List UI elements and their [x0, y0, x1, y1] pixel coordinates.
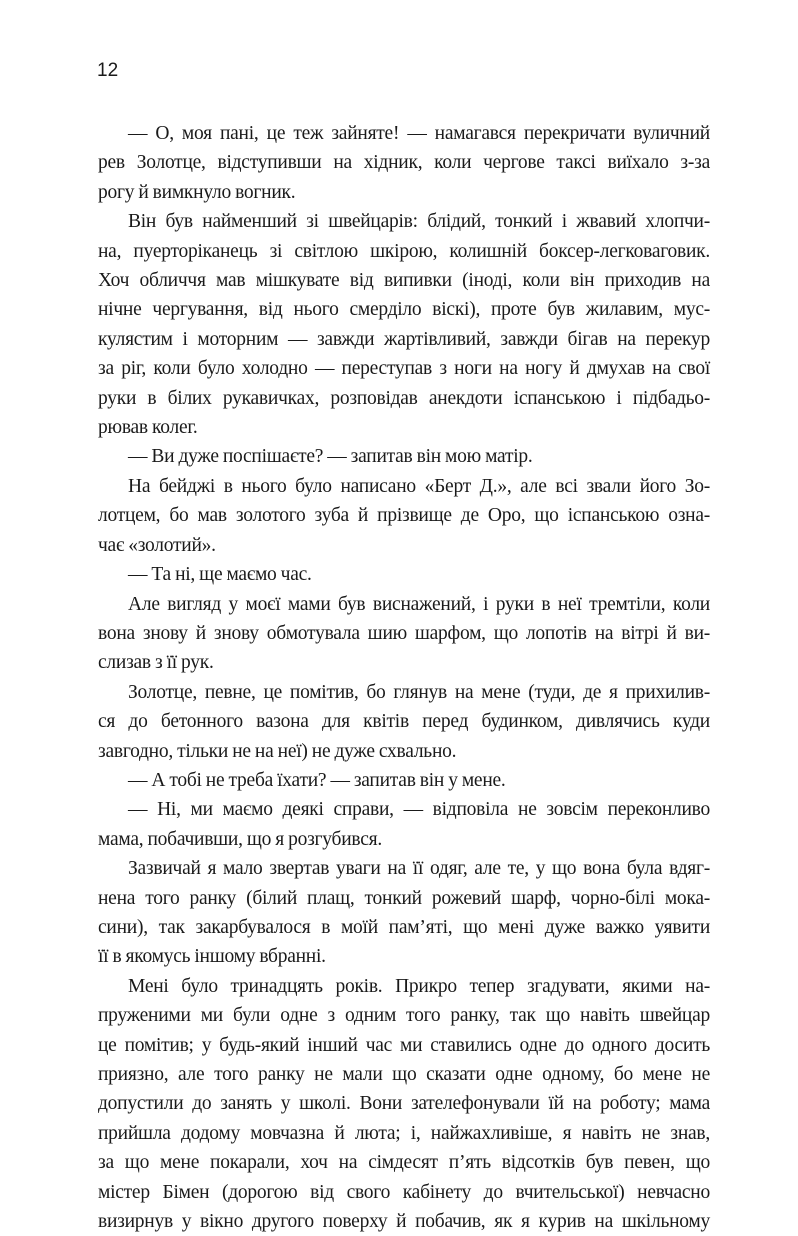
- text-line: На бейджі в нього було написано «Берт Д.», але всі звали його Зо-: [128, 475, 710, 497]
- text-line: за що мене покарали, хоч на сімдесят п’ять відсотків був певен, що: [98, 1152, 710, 1174]
- text-line: Але вигляд у моєї мами був виснажений, і руки в неї тремтіли, коли: [128, 593, 710, 615]
- text-line: — А тобі не треба їхати? — запитав він у мене.: [128, 769, 506, 791]
- text-line: вона знову й знову обмотувала шию шарфом, що лопотів на вітрі й ви-: [98, 622, 710, 644]
- text-line: кулястим і моторним — завжди жартівливий, завжди бігав на перекур: [98, 328, 710, 350]
- paragraph: [98, 472, 710, 560]
- text-line: сини), так закарбувалося в моїй пам’яті, що мені дуже важко уявити: [98, 916, 710, 938]
- text-line: Мені було тринадцять років. Прикро тепер згадувати, якими на-: [128, 975, 710, 997]
- text-line: за ріг, коли було холодно — переступав з ноги на ногу й дмухав на свої: [98, 358, 710, 380]
- paragraph: [98, 795, 710, 854]
- text-line: руки в білих рукавичках, розповідав анекдоти іспанською і підбадьо-: [98, 387, 710, 409]
- paragraph: [98, 678, 710, 766]
- paragraph: [98, 766, 710, 795]
- paragraph: [98, 590, 710, 678]
- paragraph: [98, 560, 710, 589]
- text-line: слизав з її рук.: [98, 652, 214, 674]
- text-line: мама, побачивши, що я розгубився.: [98, 828, 382, 850]
- text-line: її в якомусь іншому вбранні.: [98, 946, 326, 968]
- text-line: лотцем, бо мав золотого зуба й прізвище де Оро, що іспанською озна-: [98, 505, 710, 527]
- text-line: визирнув у вікно другого поверху й побачив, як я курив на шкільному: [98, 1211, 710, 1233]
- body-text: [98, 119, 710, 1236]
- text-line: Він був найменший зі швейцарів: блідий, тонкий і жвавий хлопчи-: [128, 211, 710, 233]
- text-line: чає «золотий».: [98, 534, 216, 556]
- text-line: нічне чергування, від нього смерділо віскі), проте був жилавим, мус-: [98, 299, 710, 321]
- text-line: містер Бімен (дорогою від свого кабінету до вчительської) невчасно: [98, 1181, 710, 1203]
- text-line: — О, моя пані, це теж зайняте! — намагався перекричати вуличний: [128, 123, 710, 144]
- text-line: Зазвичай я мало звертав уваги на її одяг, але те, у що вона була вдяг-: [128, 858, 710, 880]
- paragraph: [98, 442, 710, 471]
- text-line: рював колег.: [98, 417, 198, 439]
- paragraph: [98, 207, 710, 442]
- text-line: нена того ранку (білий плащ, тонкий рожевий шарф, чорно-білі мока-: [98, 887, 710, 909]
- paragraph: [98, 854, 710, 972]
- page-number: 12: [97, 60, 119, 81]
- text-line: Золотце, певне, це помітив, бо глянув на мене (туди, де я прихилив-: [128, 681, 710, 703]
- text-line: — Ні, ми маємо деякі справи, — відповіла не зовсім переконливо: [128, 799, 710, 821]
- text-line: це помітив; у будь-який інший час ми ставились одне до одного досить: [98, 1034, 710, 1056]
- text-line: завгодно, тільки не на неї) не дуже схвально.: [98, 740, 457, 762]
- text-line: на, пуерторіканець зі світлою шкірою, колишній боксер-легковаговик.: [98, 240, 710, 262]
- text-line: ся до бетонного вазона для квітів перед будинком, дивлячись куди: [98, 711, 710, 733]
- text-line: пруженими ми були одне з одним того ранку, так що навіть швейцар: [98, 1005, 710, 1027]
- text-line: допустили до занять у школі. Вони зателефонували їй на роботу; мама: [98, 1093, 710, 1115]
- text-line: Хоч обличчя мав мішкувате від випивки (іноді, коли він приходив на: [98, 270, 710, 292]
- paragraph: [98, 119, 710, 207]
- text-line: — Ви дуже поспішаєте? — запитав він мою матір.: [128, 446, 533, 468]
- text-line: рев Золотце, відступивши на хідник, коли чергове таксі виїхало з-за: [98, 152, 710, 174]
- text-line: — Та ні, ще маємо час.: [128, 564, 312, 586]
- paragraph: [98, 972, 710, 1236]
- text-line: приязно, але того ранку не мали що сказати одне одному, бо мене не: [98, 1064, 710, 1085]
- text-line: прийшла додому мовчазна й люта; і, найжахливіше, я навіть не знав,: [98, 1122, 710, 1144]
- text-line: рогу й вимкнуло вогник.: [98, 181, 296, 203]
